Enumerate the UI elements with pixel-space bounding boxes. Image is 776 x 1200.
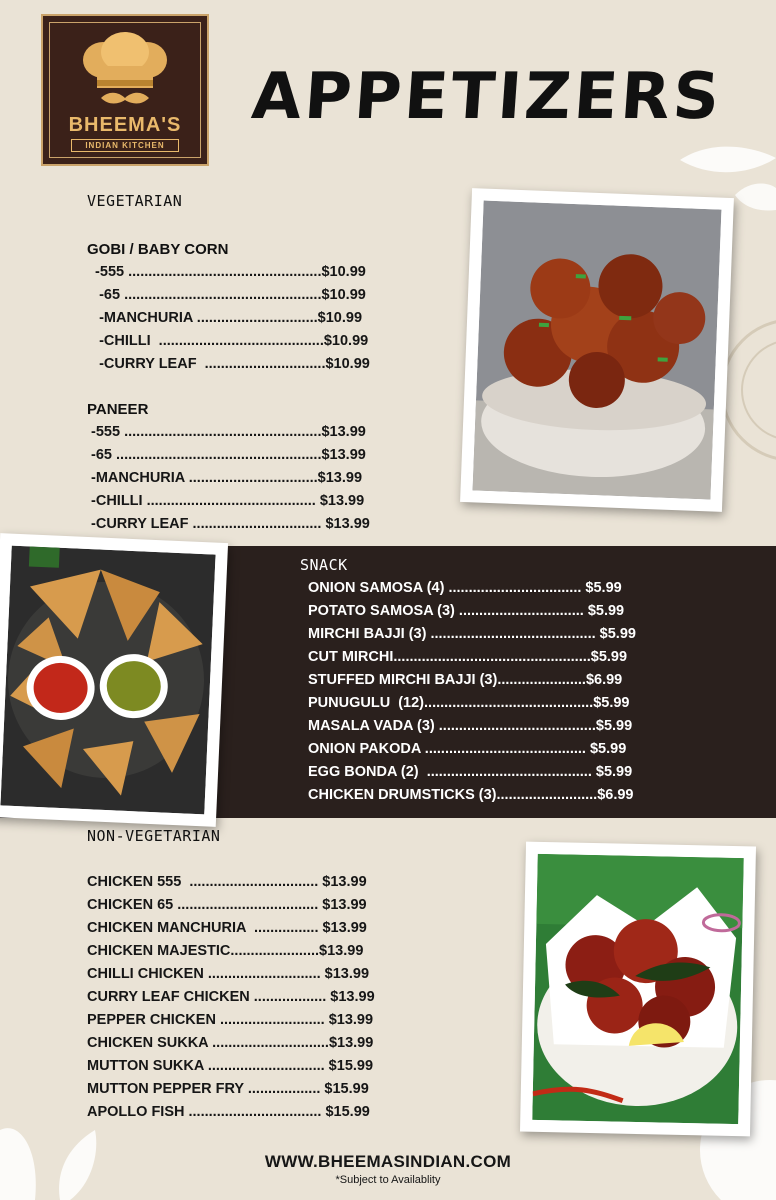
menu-item: -MANCHURIA ................................$13.99 — [87, 470, 363, 486]
menu-item: -555 ................................................$10.99 — [87, 264, 366, 280]
menu-item: CHICKEN 65 ................................... $13.99 — [87, 897, 367, 913]
menu-item: CHICKEN SUKKA .............................$13.99 — [87, 1035, 374, 1051]
paneer-group-label: PANEER — [87, 401, 149, 418]
availability-note: *Subject to Availablity — [335, 1174, 441, 1186]
logo-name: BHEEMA'S — [68, 114, 182, 136]
menu-item: -555 .................................................$13.99 — [87, 424, 366, 440]
menu-item: -CURRY LEAF ................................ $13.99 — [87, 516, 370, 532]
gobi-manchurian-photo — [460, 188, 734, 512]
menu-item: CHICKEN MANCHURIA ................ $13.99 — [87, 920, 367, 936]
menu-item: -65 ...................................................$13.99 — [87, 447, 366, 463]
restaurant-logo — [41, 14, 209, 166]
menu-item: EGG BONDA (2) ......................................... $5.99 — [308, 764, 633, 780]
menu-item: -65 .................................................$10.99 — [87, 287, 366, 303]
menu-item: CUT MIRCHI.................................................$5.99 — [308, 649, 628, 665]
menu-item: -CHILLI .......................................... $13.99 — [87, 493, 365, 509]
chef-hat-mustache-icon — [79, 30, 171, 114]
gobi-group-label: GOBI / BABY CORN — [87, 241, 229, 258]
menu-item: CURRY LEAF CHICKEN .................. $13.99 — [87, 989, 375, 1005]
menu-item: MIRCHI BAJJI (3) ......................................... $5.99 — [308, 626, 636, 642]
menu-item: CHICKEN 555 ................................ $13.99 — [87, 874, 367, 890]
samosa-photo — [0, 533, 228, 827]
menu-item: -CHILLI .........................................$10.99 — [87, 333, 369, 349]
menu-item: APOLLO FISH ................................. $15.99 — [87, 1104, 370, 1120]
menu-item: CHICKEN DRUMSTICKS (3).........................$6.99 — [308, 787, 634, 803]
paneer-item-list — [87, 421, 370, 536]
menu-item: PEPPER CHICKEN .......................... $13.99 — [87, 1012, 374, 1028]
menu-item: -MANCHURIA ..............................$10.99 — [87, 310, 363, 326]
nonveg-item-list — [87, 871, 375, 1124]
page-title: APPETIZERS — [249, 60, 725, 134]
menu-item: MUTTON PEPPER FRY .................. $15.99 — [87, 1081, 369, 1097]
gobi-item-list — [87, 261, 370, 376]
website-link[interactable]: WWW.BHEEMASINDIAN.COM — [264, 1152, 512, 1171]
menu-item: PUNUGULU (12)..........................................$5.99 — [308, 695, 630, 711]
logo-subtitle: INDIAN KITCHEN — [71, 139, 179, 152]
menu-item: CHICKEN MAJESTIC......................$13.99 — [87, 943, 364, 959]
menu-item: CHILLI CHICKEN ............................ $13.99 — [87, 966, 370, 982]
snack-section-label: SNACK — [300, 556, 348, 574]
menu-item: POTATO SAMOSA (3) ............................... $5.99 — [308, 603, 625, 619]
menu-item: ONION SAMOSA (4) ................................. $5.99 — [308, 580, 622, 596]
menu-item: -CURRY LEAF ..............................$10.99 — [87, 356, 370, 372]
menu-item: STUFFED MIRCHI BAJJI (3)......................$6.99 — [308, 672, 623, 688]
snack-item-list — [308, 577, 636, 807]
vegetarian-section-label: VEGETARIAN — [87, 192, 183, 210]
menu-item: ONION PAKODA ........................................ $5.99 — [308, 741, 627, 757]
nonveg-section-label: NON-VEGETARIAN — [87, 827, 221, 845]
chicken-photo — [520, 842, 756, 1137]
menu-item: MASALA VADA (3) .......................................$5.99 — [308, 718, 633, 734]
menu-item: MUTTON SUKKA ............................. $15.99 — [87, 1058, 374, 1074]
